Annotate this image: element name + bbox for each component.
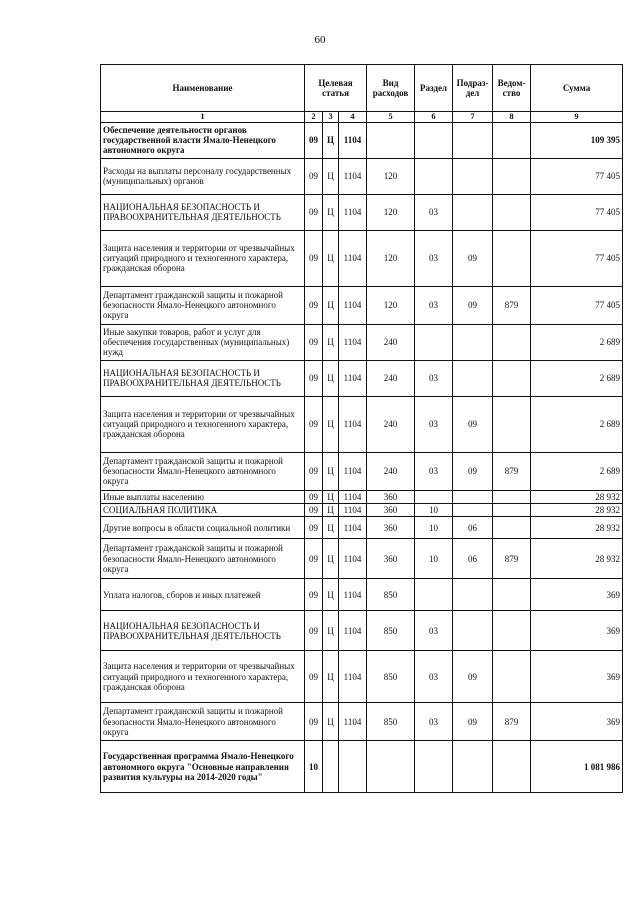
header-amount: Сумма (531, 65, 623, 112)
table-row (101, 194, 623, 230)
section-cell: 03 (415, 651, 453, 703)
row-name-cell: Расходы на выплаты персоналу государственных (муниципальных) органов (101, 158, 305, 194)
target-code-cell: 09 (305, 579, 323, 611)
expense-type-cell: 360 (367, 517, 415, 539)
row-name-cell: Департамент гражданской защиты и пожарной безопасности Ямало-Ненецкого автономного округа (101, 452, 305, 490)
table-row (101, 452, 623, 490)
header-subsection: Подраз-дел (453, 65, 493, 112)
department-cell: 879 (493, 286, 531, 324)
subsection-cell (453, 158, 493, 194)
target-code-cell: 09 (305, 194, 323, 230)
amount-cell: 1 081 986 (531, 741, 623, 793)
table-body (101, 122, 623, 793)
amount-cell: 369 (531, 703, 623, 741)
target-number-cell: 1104 (339, 158, 367, 194)
column-number: 7 (453, 112, 493, 123)
target-number-cell (339, 741, 367, 793)
department-cell: 879 (493, 703, 531, 741)
header-name: Наименование (101, 65, 305, 112)
target-code-cell: 09 (305, 324, 323, 360)
page-number: 60 (314, 34, 326, 46)
table-row (101, 490, 623, 503)
table-row (101, 517, 623, 539)
section-cell: 03 (415, 230, 453, 286)
table-row (101, 122, 623, 158)
row-name-cell: Департамент гражданской защиты и пожарной безопасности Ямало-Ненецкого автономного округа (101, 703, 305, 741)
header-section: Раздел (415, 65, 453, 112)
target-number-cell: 1104 (339, 703, 367, 741)
row-name-cell: Другие вопросы в области социальной политики (101, 517, 305, 539)
column-number: 8 (493, 112, 531, 123)
budget-table (100, 64, 623, 793)
row-name-cell: НАЦИОНАЛЬНАЯ БЕЗОПАСНОСТЬ И ПРАВООХРАНИТЕЛЬНАЯ ДЕЯТЕЛЬНОСТЬ (101, 611, 305, 651)
expense-type-cell: 360 (367, 490, 415, 503)
expense-type-cell: 360 (367, 504, 415, 517)
amount-cell: 369 (531, 579, 623, 611)
subsection-cell (453, 611, 493, 651)
target-code-cell: 09 (305, 122, 323, 158)
target-code-cell: 09 (305, 490, 323, 503)
department-cell (493, 611, 531, 651)
amount-cell: 109 395 (531, 122, 623, 158)
section-cell (415, 490, 453, 503)
column-number-row (101, 112, 623, 123)
expense-type-cell (367, 122, 415, 158)
target-code-cell: 09 (305, 286, 323, 324)
subsection-cell: 06 (453, 517, 493, 539)
row-name-cell: Защита населения и территории от чрезвычайных ситуаций природного и техногенного характера, гражданская оборона (101, 230, 305, 286)
section-cell (415, 122, 453, 158)
expense-type-cell: 240 (367, 360, 415, 396)
row-name-cell: Иные закупки товаров, работ и услуг для обеспечения государственных (муниципальных) нужд (101, 324, 305, 360)
target-number-cell: 1104 (339, 490, 367, 503)
expense-type-cell: 850 (367, 703, 415, 741)
target-number-cell: 1104 (339, 517, 367, 539)
target-code-cell: 09 (305, 452, 323, 490)
expense-type-cell: 240 (367, 324, 415, 360)
table-row (101, 651, 623, 703)
expense-type-cell: 240 (367, 396, 415, 452)
row-name-cell: Департамент гражданской защиты и пожарной безопасности Ямало-Ненецкого автономного округа (101, 539, 305, 579)
column-number: 5 (367, 112, 415, 123)
target-number-cell: 1104 (339, 611, 367, 651)
row-name-cell: НАЦИОНАЛЬНАЯ БЕЗОПАСНОСТЬ И ПРАВООХРАНИТЕЛЬНАЯ ДЕЯТЕЛЬНОСТЬ (101, 360, 305, 396)
target-letter-cell: Ц (323, 360, 339, 396)
subsection-cell (453, 360, 493, 396)
row-name-cell: Защита населения и территории от чрезвычайных ситуаций природного и техногенного характера, гражданская оборона (101, 396, 305, 452)
target-letter-cell: Ц (323, 158, 339, 194)
expense-type-cell: 360 (367, 539, 415, 579)
target-code-cell: 09 (305, 504, 323, 517)
subsection-cell (453, 194, 493, 230)
section-cell: 03 (415, 396, 453, 452)
target-code-cell: 09 (305, 651, 323, 703)
subsection-cell (453, 579, 493, 611)
table-row (101, 579, 623, 611)
target-letter-cell: Ц (323, 611, 339, 651)
department-cell (493, 517, 531, 539)
subsection-cell (453, 490, 493, 503)
target-code-cell: 09 (305, 517, 323, 539)
amount-cell: 77 405 (531, 194, 623, 230)
target-code-cell: 09 (305, 230, 323, 286)
column-number: 9 (531, 112, 623, 123)
expense-type-cell: 240 (367, 452, 415, 490)
department-cell (493, 158, 531, 194)
target-letter-cell: Ц (323, 504, 339, 517)
section-cell (415, 324, 453, 360)
department-cell (493, 324, 531, 360)
target-number-cell: 1104 (339, 360, 367, 396)
target-letter-cell: Ц (323, 579, 339, 611)
column-number: 1 (101, 112, 305, 123)
amount-cell: 28 932 (531, 517, 623, 539)
department-cell (493, 230, 531, 286)
row-name-cell: Защита населения и территории от чрезвычайных ситуаций природного и техногенного характера, гражданская оборона (101, 651, 305, 703)
header-expense-type: Вид расходов (367, 65, 415, 112)
header-target: Целевая статья (305, 65, 367, 112)
row-name-cell: Уплата налогов, сборов и иных платежей (101, 579, 305, 611)
department-cell (493, 504, 531, 517)
subsection-cell: 06 (453, 539, 493, 579)
subsection-cell: 09 (453, 230, 493, 286)
amount-cell: 28 932 (531, 504, 623, 517)
target-letter-cell: Ц (323, 122, 339, 158)
target-code-cell: 09 (305, 396, 323, 452)
subsection-cell: 09 (453, 396, 493, 452)
row-name-cell: Департамент гражданской защиты и пожарной безопасности Ямало-Ненецкого автономного округа (101, 286, 305, 324)
subsection-cell: 09 (453, 452, 493, 490)
target-letter-cell: Ц (323, 324, 339, 360)
column-number: 4 (339, 112, 367, 123)
target-number-cell: 1104 (339, 651, 367, 703)
expense-type-cell: 850 (367, 651, 415, 703)
section-cell: 03 (415, 360, 453, 396)
section-cell: 10 (415, 517, 453, 539)
table-row (101, 286, 623, 324)
amount-cell: 77 405 (531, 230, 623, 286)
amount-cell: 28 932 (531, 539, 623, 579)
section-cell (415, 741, 453, 793)
amount-cell: 369 (531, 611, 623, 651)
department-cell (493, 651, 531, 703)
table-row (101, 396, 623, 452)
target-letter-cell: Ц (323, 230, 339, 286)
section-cell: 03 (415, 194, 453, 230)
row-name-cell: НАЦИОНАЛЬНАЯ БЕЗОПАСНОСТЬ И ПРАВООХРАНИТЕЛЬНАЯ ДЕЯТЕЛЬНОСТЬ (101, 194, 305, 230)
row-name-cell: Иные выплаты населению (101, 490, 305, 503)
subsection-cell (453, 324, 493, 360)
target-number-cell: 1104 (339, 286, 367, 324)
expense-type-cell: 120 (367, 158, 415, 194)
target-code-cell: 09 (305, 539, 323, 579)
column-number: 2 (305, 112, 323, 123)
department-cell (493, 360, 531, 396)
section-cell: 03 (415, 286, 453, 324)
expense-type-cell: 850 (367, 579, 415, 611)
table-row (101, 158, 623, 194)
row-name-cell: СОЦИАЛЬНАЯ ПОЛИТИКА (101, 504, 305, 517)
section-cell: 03 (415, 452, 453, 490)
table-row (101, 539, 623, 579)
amount-cell: 2 689 (531, 324, 623, 360)
amount-cell: 2 689 (531, 452, 623, 490)
amount-cell: 28 932 (531, 490, 623, 503)
section-cell: 03 (415, 703, 453, 741)
target-letter-cell (323, 741, 339, 793)
subsection-cell: 09 (453, 286, 493, 324)
department-cell (493, 490, 531, 503)
section-cell: 10 (415, 539, 453, 579)
target-number-cell: 1104 (339, 324, 367, 360)
target-letter-cell: Ц (323, 194, 339, 230)
target-number-cell: 1104 (339, 230, 367, 286)
amount-cell: 2 689 (531, 360, 623, 396)
target-letter-cell: Ц (323, 286, 339, 324)
target-letter-cell: Ц (323, 539, 339, 579)
amount-cell: 2 689 (531, 396, 623, 452)
target-number-cell: 1104 (339, 452, 367, 490)
section-cell (415, 579, 453, 611)
expense-type-cell (367, 741, 415, 793)
amount-cell: 369 (531, 651, 623, 703)
section-cell: 03 (415, 611, 453, 651)
target-number-cell: 1104 (339, 122, 367, 158)
target-code-cell: 09 (305, 703, 323, 741)
target-letter-cell: Ц (323, 651, 339, 703)
table-row (101, 611, 623, 651)
target-number-cell: 1104 (339, 579, 367, 611)
target-code-cell: 09 (305, 611, 323, 651)
table-row (101, 230, 623, 286)
amount-cell: 77 405 (531, 158, 623, 194)
target-code-cell: 09 (305, 158, 323, 194)
department-cell (493, 194, 531, 230)
table-row (101, 360, 623, 396)
subsection-cell: 09 (453, 703, 493, 741)
target-number-cell: 1104 (339, 539, 367, 579)
target-letter-cell: Ц (323, 490, 339, 503)
row-name-cell: Обеспечение деятельности органов государственной власти Ямало-Ненецкого автономного округа (101, 122, 305, 158)
table-row (101, 741, 623, 793)
section-cell (415, 158, 453, 194)
expense-type-cell: 120 (367, 230, 415, 286)
row-name-cell: Государственная программа Ямало-Ненецкого автономного округа "Основные направления развития культуры на 2014-2020 годы" (101, 741, 305, 793)
subsection-cell: 09 (453, 651, 493, 703)
target-code-cell: 10 (305, 741, 323, 793)
target-number-cell: 1104 (339, 504, 367, 517)
department-cell (493, 122, 531, 158)
table-row (101, 504, 623, 517)
target-code-cell: 09 (305, 360, 323, 396)
department-cell: 879 (493, 452, 531, 490)
subsection-cell (453, 504, 493, 517)
subsection-cell (453, 122, 493, 158)
expense-type-cell: 120 (367, 194, 415, 230)
table-row (101, 703, 623, 741)
department-cell (493, 741, 531, 793)
table-row (101, 324, 623, 360)
target-number-cell: 1104 (339, 194, 367, 230)
header-row (101, 65, 623, 112)
column-number: 3 (323, 112, 339, 123)
section-cell: 10 (415, 504, 453, 517)
target-letter-cell: Ц (323, 517, 339, 539)
target-number-cell: 1104 (339, 396, 367, 452)
subsection-cell (453, 741, 493, 793)
department-cell (493, 579, 531, 611)
target-letter-cell: Ц (323, 703, 339, 741)
expense-type-cell: 850 (367, 611, 415, 651)
header-department: Ведом-ство (493, 65, 531, 112)
amount-cell: 77 405 (531, 286, 623, 324)
target-letter-cell: Ц (323, 396, 339, 452)
expense-type-cell: 120 (367, 286, 415, 324)
target-letter-cell: Ц (323, 452, 339, 490)
column-number: 6 (415, 112, 453, 123)
department-cell: 879 (493, 539, 531, 579)
department-cell (493, 396, 531, 452)
